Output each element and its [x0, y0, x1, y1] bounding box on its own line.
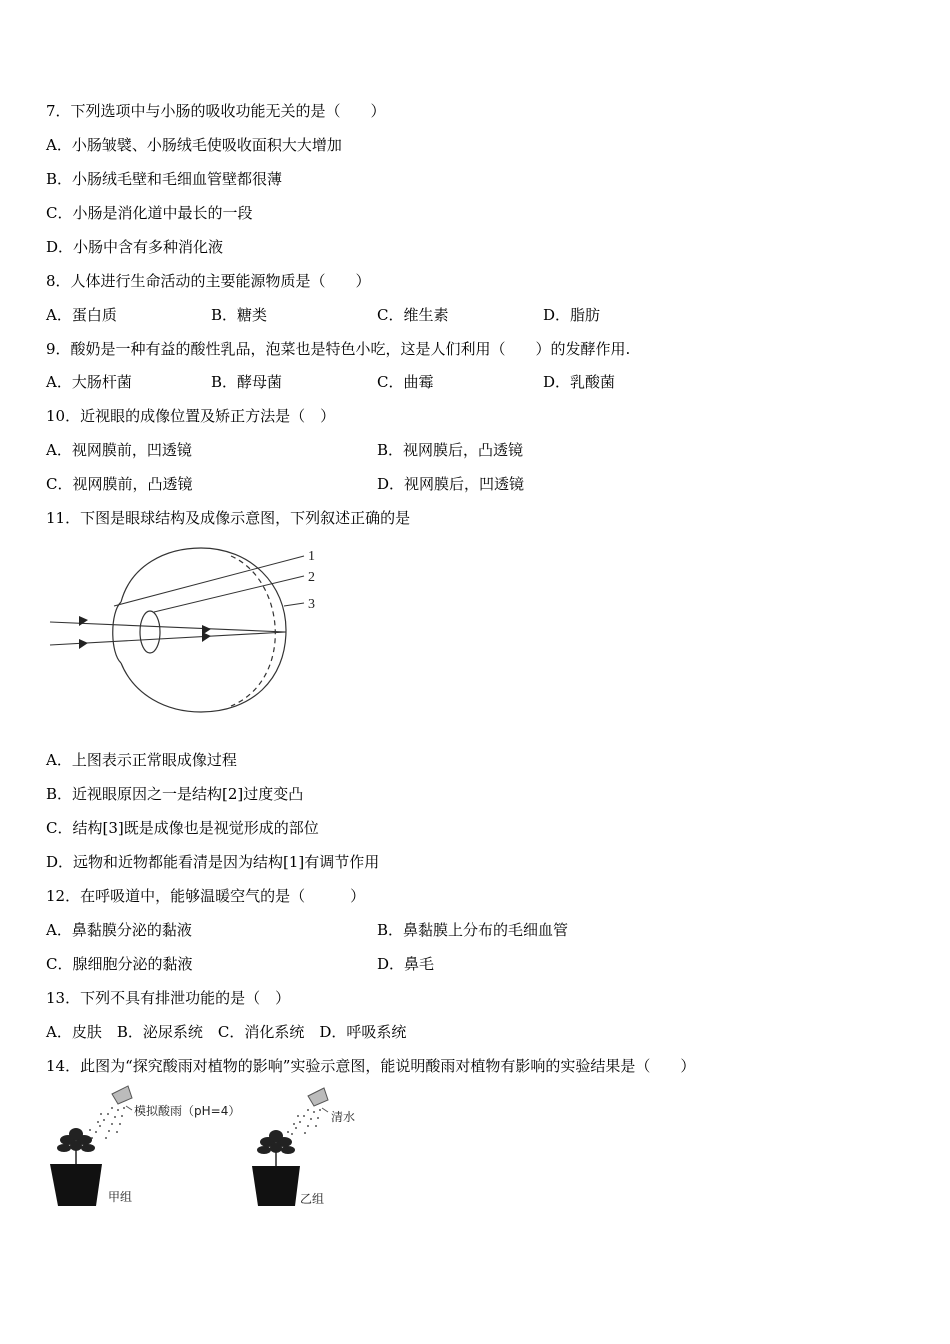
cornea [113, 602, 121, 663]
q7-option-d: D．小肠中含有多种消化液 [46, 238, 224, 256]
eye-label-3: 3 [308, 597, 315, 612]
q9-option-d: D．乳酸菌 [543, 373, 616, 391]
group-yi-label: 乙组 [300, 1192, 325, 1206]
q7-option-b: B．小肠绒毛壁和毛细血管壁都很薄 [46, 170, 283, 188]
q12-option-a: A．鼻黏膜分泌的黏液 [46, 921, 192, 939]
spray-drops [287, 1109, 321, 1135]
acid-rain-label: 模拟酸雨（pH=4） [134, 1104, 241, 1118]
eye-label-2: 2 [308, 570, 315, 585]
light-ray-upper [50, 622, 286, 632]
leader-line-2 [154, 576, 304, 612]
q8-stem: 8．人体进行生命活动的主要能源物质是（ ） [46, 272, 371, 290]
q7-option-a: A．小肠皱襞、小肠绒毛使吸收面积大大增加 [46, 136, 342, 154]
q9-option-a: A．大肠杆菌 [46, 373, 132, 391]
q10-option-a: A．视网膜前，凹透镜 [46, 441, 192, 459]
q11-option-d: D．远物和近物都能看清是因为结构[1]有调节作用 [46, 853, 380, 871]
q9-option-c: C．曲霉 [377, 373, 434, 391]
q11-stem: 11．下图是眼球结构及成像示意图，下列叙述正确的是 [46, 509, 411, 527]
leader-line-3 [284, 603, 304, 606]
flower-pot [50, 1164, 102, 1206]
clean-water-label: 清水 [331, 1110, 356, 1124]
q10-option-d: D．视网膜后，凹透镜 [377, 475, 525, 493]
arrow-icon [79, 616, 88, 626]
flower-pot [252, 1166, 300, 1206]
sprayer-icon [308, 1088, 328, 1106]
group-jia-label: 甲组 [108, 1190, 133, 1204]
q10-stem: 10．近视眼的成像位置及矫正方法是（ ） [46, 407, 336, 425]
q12-option-c: C．腺细胞分泌的黏液 [46, 955, 193, 973]
sprayer-icon [112, 1086, 132, 1104]
q7-option-c: C．小肠是消化道中最长的一段 [46, 204, 253, 222]
q7-stem: 7．下列选项中与小肠的吸收功能无关的是（ ） [46, 102, 386, 120]
q8-option-d: D．脂肪 [543, 306, 601, 324]
plant-leaves-icon [57, 1128, 95, 1152]
q13-options: A．皮肤 B．泌尿系统 C．消化系统 D．呼吸系统 [46, 1023, 407, 1041]
plant-leaves-icon [257, 1130, 295, 1154]
q8-option-b: B．糖类 [211, 306, 268, 324]
lens [140, 611, 160, 653]
q13-stem: 13．下列不具有排泄功能的是（ ） [46, 989, 291, 1007]
q12-option-b: B．鼻黏膜上分布的毛细血管 [377, 921, 569, 939]
q8-option-a: A．蛋白质 [46, 306, 117, 324]
q9-stem: 9．酸奶是一种有益的酸性乳品，泡菜也是特色小吃，这是人们利用（ ）的发酵作用. [46, 340, 631, 358]
q14-stem: 14．此图为“探究酸雨对植物的影响”实验示意图，能说明酸雨对植物有影响的实验结果是（ ） [46, 1057, 696, 1075]
q11-option-a: A．上图表示正常眼成像过程 [46, 751, 237, 769]
q11-option-b: B．近视眼原因之一是结构[2]过度变凸 [46, 785, 304, 803]
q10-option-c: C．视网膜前，凸透镜 [46, 475, 193, 493]
clean-water-group-figure [248, 1084, 448, 1214]
eye-diagram [46, 540, 336, 740]
q12-stem: 12．在呼吸道中，能够温暖空气的是（ ） [46, 887, 366, 905]
q10-option-b: B．视网膜后，凸透镜 [377, 441, 524, 459]
q12-option-d: D．鼻毛 [377, 955, 435, 973]
arrow-icon [79, 639, 88, 649]
q9-option-b: B．酵母菌 [211, 373, 283, 391]
q11-option-c: C．结构[3]既是成像也是视觉形成的部位 [46, 819, 319, 837]
eye-label-1: 1 [308, 549, 315, 564]
acid-rain-group-figure [46, 1084, 266, 1214]
q8-option-c: C．维生素 [377, 306, 449, 324]
spray-drops [89, 1107, 125, 1139]
arrow-icon [202, 632, 211, 642]
